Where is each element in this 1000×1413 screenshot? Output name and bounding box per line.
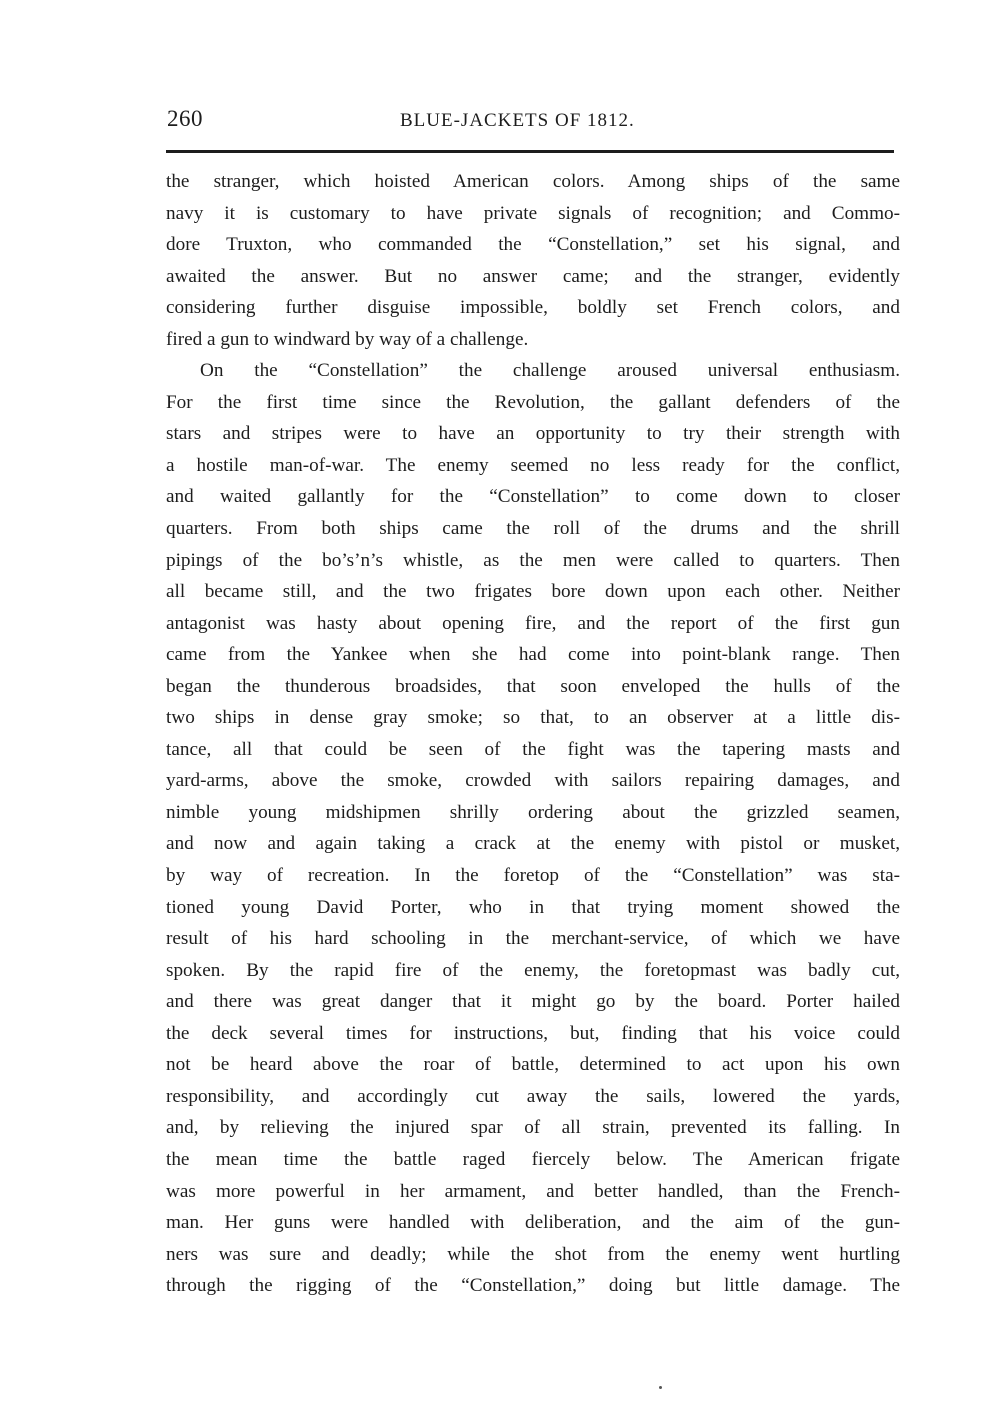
print-speck bbox=[659, 1386, 662, 1389]
page-number: 260 bbox=[167, 106, 203, 131]
text-line: not be heard above the roar of battle, determined to act upon his own bbox=[166, 1054, 900, 1076]
text-line: through the rigging of the “Constellation,” doing but little damage. The bbox=[166, 1275, 900, 1297]
text-line: pipings of the bo’s’n’s whistle, as the men were called to quarters. Then bbox=[166, 549, 900, 571]
text-line: all became still, and the two frigates bore down upon each other. Neither bbox=[166, 581, 900, 603]
running-title: BLUE-JACKETS OF 1812. bbox=[400, 110, 635, 131]
text-line: tioned young David Porter, who in that trying moment showed the bbox=[166, 896, 900, 918]
text-line: and now and again taking a crack at the enemy with pistol or musket, bbox=[166, 833, 900, 855]
text-line: the stranger, which hoisted American colors. Among ships of the same bbox=[166, 171, 900, 192]
text-line: and there was great danger that it might go by the board. Porter hailed bbox=[166, 991, 900, 1013]
text-line: dore Truxton, who commanded the “Constellation,” set his signal, and bbox=[166, 234, 900, 256]
text-line: was more powerful in her armament, and better handled, than the French- bbox=[166, 1180, 900, 1202]
text-line: spoken. By the rapid fire of the enemy, the foretopmast was badly cut, bbox=[166, 959, 900, 981]
body-text bbox=[166, 166, 900, 1302]
text-line: began the thunderous broadsides, that soon enveloped the hulls of the bbox=[166, 675, 900, 697]
text-line: man. Her guns were handled with deliberation, and the aim of the gun- bbox=[166, 1212, 900, 1234]
text-line: nimble young midshipmen shrilly ordering about the grizzled seamen, bbox=[166, 801, 900, 823]
text-line: and waited gallantly for the “Constellation” to come down to closer bbox=[166, 486, 900, 508]
text-line: responsibility, and accordingly cut away the sails, lowered the yards, bbox=[166, 1085, 900, 1107]
text-line: and, by relieving the injured spar of all strain, prevented its falling. In bbox=[166, 1117, 900, 1139]
text-line: the mean time the battle raged fiercely below. The American frigate bbox=[166, 1148, 900, 1170]
text-line: antagonist was hasty about opening fire, and the report of the first gun bbox=[166, 612, 900, 634]
text-line: considering further disguise impossible, boldly set French colors, and bbox=[166, 297, 900, 319]
text-line: fired a gun to windward by way of a challenge. bbox=[166, 328, 529, 350]
text-line: ners was sure and deadly; while the shot from the enemy went hurtling bbox=[166, 1243, 900, 1265]
text-line: awaited the answer. But no answer came; and the stranger, evidently bbox=[166, 265, 900, 287]
text-line: yard-arms, above the smoke, crowded with sailors repairing damages, and bbox=[166, 770, 900, 792]
text-line: the deck several times for instructions, but, finding that his voice could bbox=[166, 1022, 900, 1044]
text-line: On the “Constellation” the challenge aroused universal enthusiasm. bbox=[200, 360, 900, 382]
text-line: two ships in dense gray smoke; so that, to an observer at a little dis- bbox=[166, 707, 900, 729]
text-line: For the first time since the Revolution, the gallant defenders of the bbox=[166, 391, 900, 413]
text-line: result of his hard schooling in the merchant-service, of which we have bbox=[166, 928, 900, 950]
text-line: a hostile man-of-war. The enemy seemed no less ready for the conflict, bbox=[166, 454, 900, 476]
text-line: came from the Yankee when she had come into point-blank range. Then bbox=[166, 644, 900, 666]
text-line: stars and stripes were to have an opportunity to try their strength with bbox=[166, 423, 900, 445]
text-line: tance, all that could be seen of the fight was the tapering masts and bbox=[166, 738, 900, 760]
text-line: by way of recreation. In the foretop of the “Constellation” was sta- bbox=[166, 865, 900, 887]
header-rule bbox=[166, 150, 894, 153]
text-line: navy it is customary to have private signals of recognition; and Commo- bbox=[166, 202, 900, 224]
text-line: quarters. From both ships came the roll of the drums and the shrill bbox=[166, 518, 900, 540]
